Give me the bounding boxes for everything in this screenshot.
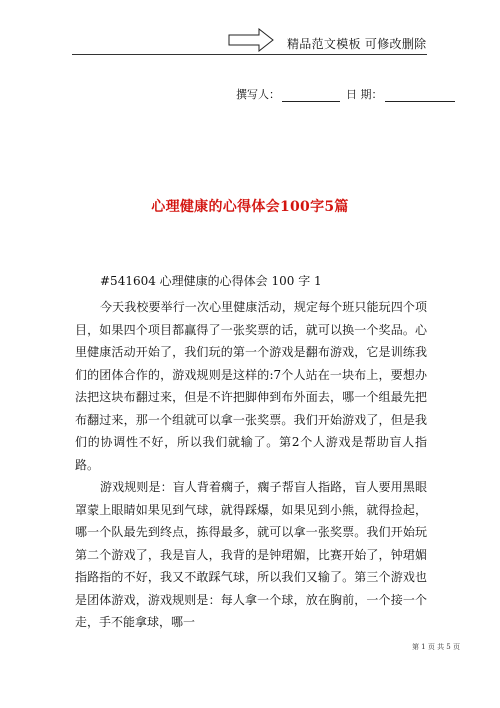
page-footer: 第 1 页 共 5 页 — [411, 643, 460, 651]
author-label: 撰写人： — [236, 88, 280, 101]
header-divider — [72, 54, 427, 55]
arrow-icon — [228, 28, 274, 52]
date-label: 日 期： — [346, 88, 383, 101]
paragraph-1: 今天我校要举行一次心里健康活动，规定每个班只能玩四个项目，如果四个项目都赢得了一张奖票的话，就可以换一个奖品。心里健康活动开始了，我们玩的第一个游戏是翻布游戏，它是训练我们的团体合作的，游戏规则是这样的:7个人站在一块布上，要想办法把这块布翻过来，但是不许把脚伸到布外面去，哪一个组最先把布翻过来，那一个组就可以拿一张奖票。我们开始游戏了，但是我们的协调性不好，所以我们就输了。第2个人游戏是帮助盲人指路。 — [75, 300, 427, 472]
section-heading: #541604 心理健康的心得体会 100 字 1 — [100, 274, 322, 288]
paragraph-2: 游戏规则是：盲人背着瘸子，瘸子帮盲人指路，盲人要用黑眼罩蒙上眼睛如果见到气球，就得踩爆，如果见到小熊，就得捡起，哪一个队最先到终点，拣得最多，就可以拿一张奖票。我们开始玩第二个游戏了，我是盲人，我背的是钟珺媚，比赛开始了，钟珺媚指路指的不好，我又不敢踩气球，所以我们又输了。第三个游戏也是团体游戏，游戏规则是：每人拿一个球，放在胸前，一个接一个走，手不能拿球，哪一 — [75, 480, 427, 629]
meta-row — [236, 86, 457, 102]
document-title: 心理健康的心得体会100字5篇 — [151, 199, 349, 215]
author-blank — [282, 89, 340, 102]
document-body — [75, 296, 427, 634]
header-tagline: 精品范文模板 可修改删除 — [287, 37, 427, 51]
date-blank — [385, 89, 455, 102]
